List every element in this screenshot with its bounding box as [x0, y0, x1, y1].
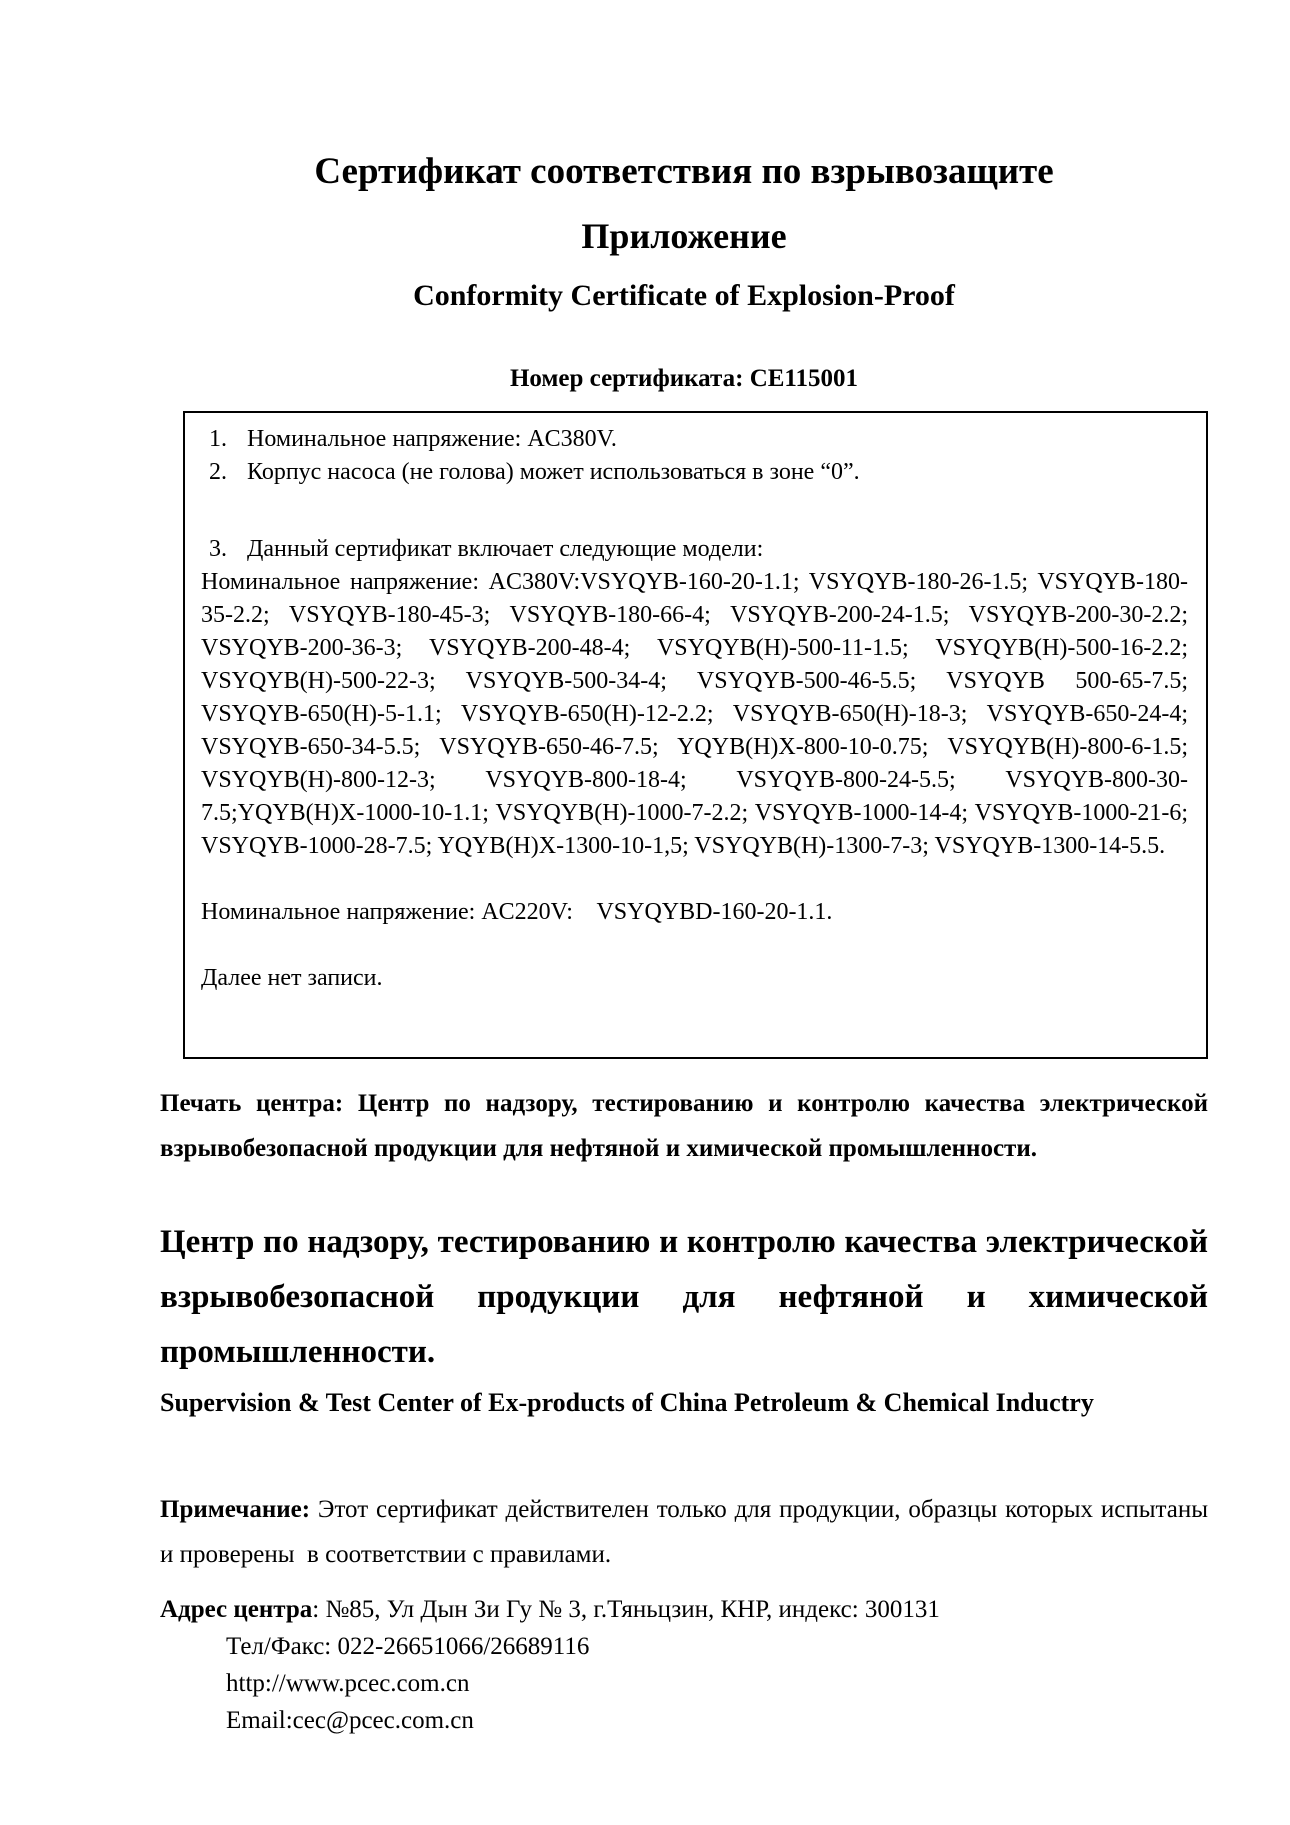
list-item-text: Данный сертификат включает следующие модели: [247, 536, 764, 562]
center-address-label: Адрес центра [160, 1596, 313, 1623]
document-subtitle-appendix: Приложение [581, 216, 787, 256]
list-item-text: Корпус насоса (не голова) может использоваться в зоне “0”. [247, 459, 860, 485]
note-label: Примечание: [160, 1496, 311, 1523]
list-item-text: Номинальное напряжение: AC380V. [247, 426, 617, 452]
center-address-line [160, 1591, 1208, 1628]
certificate-number-label: Номер сертификата: [509, 365, 744, 392]
list-item-rated-voltage [201, 423, 1188, 456]
models-list-ac380v: Номинальное напряжение: AC380V:VSYQYB-160-20-1.1; VSYQYB-180-26-1.5; VSYQYB-180-35-2.2; VSYQYB-180-45-3; VSYQYB-180-66-4; VSYQYB-200-24-1.5; VSYQYB-200-30-2.2; VSYQYB-200-36-3; VSYQYB-200-48-4; VSYQYB(H)-500-11-1.5; VSYQYB(H)-500-16-2.2; VSYQYB(H)-500-22-3; VSYQYB-500-34-4; VSYQYB-500-46-5.5; VSYQYB 500-65-7.5; VSYQYB-650(H)-5-1.1; VSYQYB-650(H)-12-2.2; VSYQYB-650(H)-18-3; VSYQYB-650-24-4; VSYQYB-650-34-5.5; VSYQYB-650-46-7.5; YQYB(H)X-800-10-0.75; VSYQYB(H)-800-6-1.5; VSYQYB(H)-800-12-3; VSYQYB-800-18-4; VSYQYB-800-24-5.5; VSYQYB-800-30-7.5;YQYB(H)X-1000-10-1.1; VSYQYB(H)-1000-7-2.2; VSYQYB-1000-14-4; VSYQYB-1000-21-6; VSYQYB-1000-28-7.5; YQYB(H)X-1300-10-1,5; VSYQYB(H)-1300-7-3; VSYQYB-1300-14-5.5. [201, 569, 1194, 859]
website-line: http://www.pcec.com.cn [226, 1670, 470, 1697]
center-address-value: : №85, Ул Дын Зи Гу № 3, г.Тяньцзин, КНР, индекс: 300131 [312, 1596, 940, 1623]
certificate-number-line [160, 362, 1208, 395]
note-paragraph [160, 1487, 1215, 1577]
list-item-number: 1. [209, 426, 227, 452]
models-list-ac220v: Номинальное напряжение: AC220V: VSYQYBD-160-20-1.1. [201, 899, 833, 925]
center-name-ru: Центр по надзору, тестированию и контролю качества электрической взрывобезопасной продукции для нефтяной и химической промышленности. [160, 1224, 1208, 1370]
center-name-en: Supervision & Test Center of Ex-products of China Petroleum & Chemical Inductry [160, 1388, 1094, 1417]
center-seal-label: Печать центра: [160, 1090, 344, 1117]
tel-fax-line: Тел/Факс: 022-26651066/26689116 [226, 1633, 590, 1660]
list-item-number: 3. [209, 536, 227, 562]
email-line: Email:cec@pcec.com.cn [226, 1707, 474, 1734]
center-seal-text: Центр по надзору, тестированию и контролю качества электрической взрывобезопасной продукции для нефтяной и химической промышленности. [160, 1090, 1208, 1162]
no-further-records-text: Далее нет записи. [201, 965, 383, 991]
certificate-number-value: CE115001 [749, 365, 859, 392]
list-item-number: 2. [209, 459, 227, 485]
document-title-ru: Сертификат соответствия по взрывозащите [314, 151, 1054, 192]
document-title-en: Conformity Certificate of Explosion-Proof [413, 279, 955, 312]
list-item-included-models [201, 533, 1188, 566]
note-text: Этот сертификат действителен только для продукции, образцы которых испытаны и проверены в соответствии с правилами. [160, 1496, 1215, 1568]
address-block [160, 1591, 1208, 1739]
center-seal-paragraph [160, 1081, 1208, 1171]
certificate-appendix-box [183, 411, 1208, 1059]
list-item-pump-body-zone [201, 456, 1188, 489]
